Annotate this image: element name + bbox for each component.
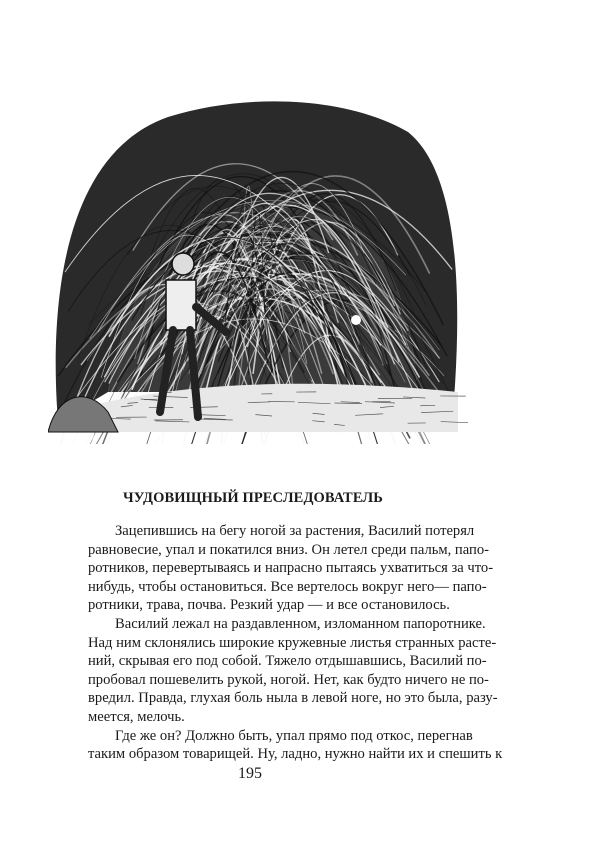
text-line: Зацепившись на бегу ногой за растения, Василий потерял [115,523,475,539]
figure-backpack [166,280,196,330]
cave-illustration [48,92,468,444]
text-line: ротники, трава, почва. Резкий удар — и все остановилось. [88,597,450,614]
text-line: меется, мелочь. [88,708,185,725]
text-line: нибудь, чтобы остановиться. Все вертелось вокруг него— папо- [88,578,487,595]
text-line: Где же он? Должно быть, упал прямо под откос, перегнав [115,727,473,744]
figure-helmet [172,253,194,275]
text-line: равновесие, упал и покатился вниз. Он летел среди пальм, папо- [88,541,489,558]
chapter-title: ЧУДОВИЩНЫЙ ПРЕСЛЕДОВАТЕЛЬ [122,490,383,506]
text-line: ний, скрывая его под собой. Тяжело отдышавшись, Василий по- [88,653,487,670]
paragraph [88,615,498,727]
chapter-text [88,522,503,764]
text-line: пробовал пошевелить рукой, ногой. Нет, как будто ничего не по- [88,671,489,688]
paragraph [88,522,494,615]
glow [351,315,361,325]
text-line: ротников, перевертываясь и напрасно пытаясь ухватиться за что- [88,560,494,577]
text-line: Василий лежал на раздавленном, изломанном папоротнике. [115,615,486,632]
text-line: вредил. Правда, глухая боль ныла в левой ноге, но это была, разу- [88,690,498,707]
page-number: 195 [238,765,262,782]
text-line: таким образом товарищей. Ну, ладно, нужно найти их и спешить к [88,746,503,763]
text-line: Над ним склонялись широкие кружевные листья странных расте- [88,634,497,651]
paragraph [88,727,503,764]
